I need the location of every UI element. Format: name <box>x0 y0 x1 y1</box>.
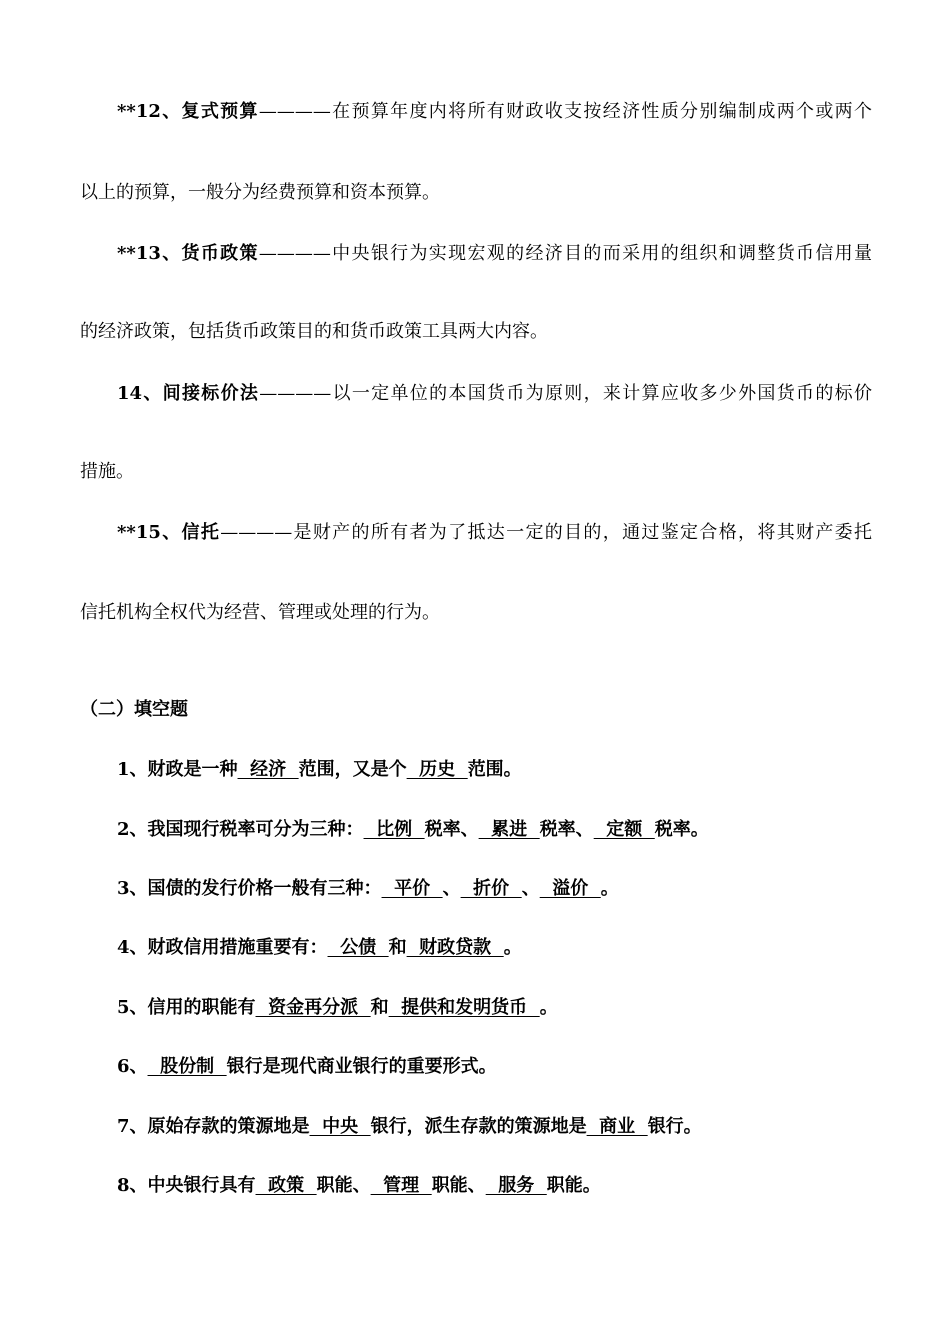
definition-text: ————在预算年度内将所有财政收支按经济性质分别编制成两个或两个 <box>258 101 873 122</box>
question-text: 范围。 <box>467 759 522 780</box>
fill-blank-question-1 <box>117 758 522 782</box>
question-text: 。 <box>539 997 558 1018</box>
question-text: 税率、 <box>424 819 479 840</box>
answer-blank: 折价 <box>460 878 522 899</box>
fill-blank-question-2 <box>117 818 709 842</box>
definition-term: **13、货币政策 <box>117 243 259 264</box>
question-text: 6、 <box>117 1056 148 1077</box>
question-text: 和 <box>388 937 407 958</box>
question-text: 7、原始存款的策源地是 <box>117 1116 310 1137</box>
definition-text: 以上的预算，一般分为经费预算和资本预算。 <box>80 182 440 203</box>
answer-blank: 累进 <box>478 819 540 840</box>
definition-term: 14、间接标价法 <box>117 383 260 404</box>
question-text: 职能、 <box>316 1175 371 1196</box>
answer-blank: 溢价 <box>539 878 601 899</box>
definition-text: 的经济政策，包括货币政策目的和货币政策工具两大内容。 <box>80 321 548 342</box>
answer-blank: 提供和发明货币 <box>388 997 540 1018</box>
answer-blank: 股份制 <box>147 1056 227 1077</box>
fill-blank-question-6 <box>117 1055 497 1079</box>
definition-14-line-1 <box>117 382 872 406</box>
definition-term: **15、信托 <box>117 522 221 543</box>
question-text: 2、我国现行税率可分为三种： <box>117 819 364 840</box>
answer-blank: 管理 <box>370 1175 432 1196</box>
question-text: 1、财政是一种 <box>117 759 238 780</box>
question-text: 银行是现代商业银行的重要形式。 <box>226 1056 497 1077</box>
definition-12-line-2 <box>80 181 440 205</box>
question-text: 3、国债的发行价格一般有三种： <box>117 878 382 899</box>
definition-text: 措施。 <box>80 461 134 482</box>
question-text: 银行，派生存款的策源地是 <box>370 1116 587 1137</box>
answer-blank: 平价 <box>381 878 443 899</box>
answer-blank: 服务 <box>485 1175 547 1196</box>
definition-13-line-1 <box>117 242 872 266</box>
question-text: 职能。 <box>546 1175 601 1196</box>
question-text: 职能、 <box>431 1175 486 1196</box>
answer-blank: 资金再分派 <box>255 997 371 1018</box>
answer-blank: 定额 <box>593 819 655 840</box>
section-heading: （二）填空题 <box>80 699 188 720</box>
fill-blank-question-4 <box>117 936 522 960</box>
definition-12-line-1 <box>117 100 872 124</box>
definition-15-line-2 <box>80 601 440 625</box>
question-text: 。 <box>503 937 522 958</box>
question-text: 8、中央银行具有 <box>117 1175 256 1196</box>
question-text: 税率、 <box>539 819 594 840</box>
question-text: 4、财政信用措施重要有： <box>117 937 328 958</box>
definition-term: **12、复式预算 <box>117 101 259 122</box>
answer-blank: 政策 <box>255 1175 317 1196</box>
question-text: 、 <box>521 878 540 899</box>
question-text: 和 <box>370 997 389 1018</box>
answer-blank: 公债 <box>327 937 389 958</box>
answer-blank: 历史 <box>406 759 468 780</box>
definition-text: ————中央银行为实现宏观的经济目的而采用的组织和调整货币信用量 <box>258 243 873 264</box>
question-text: 税率。 <box>654 819 709 840</box>
definition-13-line-2 <box>80 320 548 344</box>
definition-text: ————是财产的所有者为了抵达一定的目的，通过鉴定合格，将其财产委托 <box>220 522 873 543</box>
answer-blank: 财政贷款 <box>406 937 504 958</box>
question-text: 范围，又是个 <box>298 759 407 780</box>
fill-blank-question-5 <box>117 996 558 1020</box>
question-text: 银行。 <box>647 1116 702 1137</box>
definition-15-line-1 <box>117 521 872 545</box>
definition-text: 信托机构全权代为经营、管理或处理的行为。 <box>80 602 440 623</box>
answer-blank: 中央 <box>309 1116 371 1137</box>
question-text: 。 <box>600 878 619 899</box>
fill-blank-question-7 <box>117 1115 702 1139</box>
question-text: 、 <box>442 878 461 899</box>
definition-text: ————以一定单位的本国货币为原则，来计算应收多少外国货币的标价 <box>259 383 872 404</box>
fill-blank-question-8 <box>117 1174 601 1198</box>
question-text: 5、信用的职能有 <box>117 997 256 1018</box>
fill-blank-question-3 <box>117 877 619 901</box>
answer-blank: 比例 <box>363 819 425 840</box>
definition-14-line-2 <box>80 460 134 484</box>
answer-blank: 经济 <box>237 759 299 780</box>
answer-blank: 商业 <box>586 1116 648 1137</box>
